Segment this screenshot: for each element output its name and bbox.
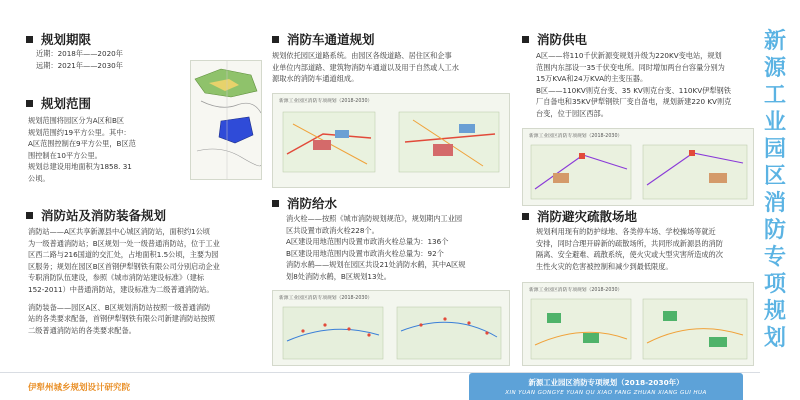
section-title-text: 消防车通道规划 (287, 32, 375, 47)
fire-power-map-graphic (523, 129, 754, 206)
vertical-title-char: 新 (763, 29, 786, 54)
vertical-title-char: 源 (763, 56, 786, 81)
map-caption: 新源工业园区消防专项规划（2018-2030） (529, 134, 623, 139)
planning-scope-text (28, 115, 193, 185)
section-title-text: 消防避灾疏散场地 (537, 209, 638, 224)
text-line: 站的各类要求配备，首钢伊犁钢铁有限公司新建消防站按照 (28, 314, 215, 324)
fire-station-text (28, 226, 262, 336)
bullet-square-icon (272, 200, 279, 207)
fire-water-map-graphic (273, 291, 510, 366)
section-title-fire-lane (272, 30, 375, 48)
evacuation-map (522, 282, 754, 366)
bullet-square-icon (522, 213, 529, 220)
vertical-title-char: 划 (763, 326, 786, 351)
fire-water-map (272, 290, 510, 366)
scope-map-graphic (191, 61, 262, 180)
section-title-text: 消防站及消防装备规划 (41, 208, 167, 223)
text-line: B区——110KV则克台变、35 KV则克台变、110KV伊犁钢铁 (536, 85, 731, 95)
footer-pinyin: XIN YUAN GONGYE YUAN QU XIAO FANG ZHUAN XIANG GUI HUA (505, 390, 707, 396)
vertical-title-char: 防 (763, 218, 786, 243)
vertical-title-char: 专 (763, 245, 786, 270)
fire-power-text (536, 50, 758, 120)
text-line: 隔离、安全避难、疏散系统，使火灾或大型灾害所造成的次 (536, 250, 723, 260)
text-line: 规划范围约19平方公里。其中： (28, 127, 131, 137)
text-line: A区范围控制在9平方公里，B区范 (28, 139, 136, 149)
text-line: 区共设置市政消火栓228个。 (286, 225, 379, 235)
text-line: 围控制在10平方公里。 (28, 150, 102, 160)
vertical-title-char: 区 (763, 164, 786, 189)
organization-name: 伊犁州城乡规划设计研究院 (28, 383, 131, 393)
vertical-title-char: 消 (763, 191, 786, 216)
text-line: 生性火灾的危害被控制和减少到最低限度。 (536, 261, 673, 271)
section-title-text: 消防供电 (537, 32, 588, 47)
evacuation-map-graphic (523, 283, 754, 366)
text-line: 源取水的消防车通道组成。 (272, 74, 359, 84)
text-line: 远期：2021年——2030年 (36, 60, 123, 70)
text-line: A区——将110千伏新源变规划升级为220KV变电站，规划 (536, 51, 722, 60)
text-line: 近期：2018年——2020年 (36, 49, 123, 58)
text-line: 消防装备——园区A区、B区规划消防站按照一级普通消防 (28, 302, 211, 312)
vertical-title-char: 项 (763, 272, 786, 297)
fire-power-map (522, 128, 754, 206)
vertical-title-char: 规 (763, 299, 786, 324)
evacuation-text (536, 226, 758, 272)
section-title-planning-period (26, 30, 91, 48)
planning-scope-map (190, 60, 262, 180)
section-title-fire-power (522, 30, 587, 48)
text-line: 业单位内部道路、建筑物消防车通道以及用于自然或人工水 (272, 62, 459, 72)
text-line: 规划利用现有的防护绿地、各类停车场、学校操场等就近 (536, 227, 716, 236)
section-title-text: 规划期限 (41, 32, 92, 47)
section-title-text: 消防给水 (287, 196, 338, 211)
map-caption: 新源工业园区消防专项规划（2018-2030） (529, 288, 623, 293)
bullet-square-icon (26, 212, 33, 219)
section-title-planning-scope (26, 94, 91, 112)
vertical-title-char: 园 (763, 137, 786, 162)
text-line: 二级普通消防站的各类要求配备。 (28, 325, 136, 335)
fire-water-text (286, 213, 512, 283)
map-caption: 新源工业园区消防专项规划（2018-2030） (279, 99, 373, 104)
footer-title-bar (469, 373, 743, 400)
text-line: 规划总建设用地面积为1858. 31 (28, 162, 132, 172)
map-caption: 新源工业园区消防专项规划（2018-2030） (279, 296, 373, 301)
bullet-square-icon (522, 36, 529, 43)
text-line: 区服务；规划在园区B区首钢伊犁钢铁有限公司分别启动企业 (28, 261, 220, 271)
fire-lane-map (272, 93, 510, 188)
text-line: 厂自备电和35KV伊犁钢铁厂变自备电，规划新建220 KV则克 (536, 97, 732, 107)
text-line: 规划范围将园区分为A区和B区 (28, 116, 125, 125)
text-line: 消火栓——按照《城市消防规划规范》，规划期内工业园 (286, 214, 463, 223)
section-title-text: 规划范围 (41, 96, 92, 111)
text-line: 安排，同时合理开辟新的疏散场所，共同形成新源县的消防 (536, 238, 723, 248)
text-line: A区建设用地范围内设置市政消火栓总量为：136个 (286, 237, 449, 247)
text-line: 范围内东部设一35千伏变电所。同时增加两台台容量分别为 (536, 62, 725, 72)
fire-lane-text (272, 50, 508, 85)
vertical-title-char: 业 (763, 110, 786, 135)
section-title-fire-water (272, 194, 337, 212)
vertical-title (757, 28, 793, 352)
text-line: B区建设用地范围内设置市政消火栓总量为：92个 (286, 248, 444, 258)
section-title-evacuation (522, 207, 637, 225)
text-line: 152-2011）中普通消防站，建设标准为二级普通消防站。 (28, 284, 214, 294)
fire-lane-map-graphic (273, 94, 510, 188)
text-line: 规划依托园区道路系统。由园区各级道路、居住区和企事 (272, 51, 452, 60)
text-line: 为一级普通消防站；B区规划一处一级普通消防站，位于工业 (28, 238, 220, 248)
bullet-square-icon (272, 36, 279, 43)
text-line: 区西二路与216国道的交汇处，占地面积1.5公顷，主要为园 (28, 250, 219, 260)
text-line: 公顷。 (28, 173, 50, 183)
text-line: 15万KVA和24万KVA的主变压器。 (536, 74, 648, 84)
vertical-title-char: 工 (763, 83, 786, 108)
text-line: 划8处消防水鹤，B区规划13处。 (286, 271, 391, 281)
text-line: 专职消防队伍建设，参照《城市消防站建设标准》（建标 (28, 273, 205, 283)
text-line: 台变，位于园区西部。 (536, 108, 608, 118)
planning-period-text (36, 48, 186, 71)
bullet-square-icon (26, 36, 33, 43)
section-title-fire-station (26, 206, 166, 224)
text-line: 消防水鹤——规划在园区共设21处消防水鹤，其中A区规 (286, 260, 466, 270)
text-line: 消防站——A区共享新源县中心城区消防站，面积约1公顷 (28, 227, 210, 236)
bullet-square-icon (26, 100, 33, 107)
footer-title: 新源工业园区消防专项规划（2018-2030年） (528, 378, 684, 387)
